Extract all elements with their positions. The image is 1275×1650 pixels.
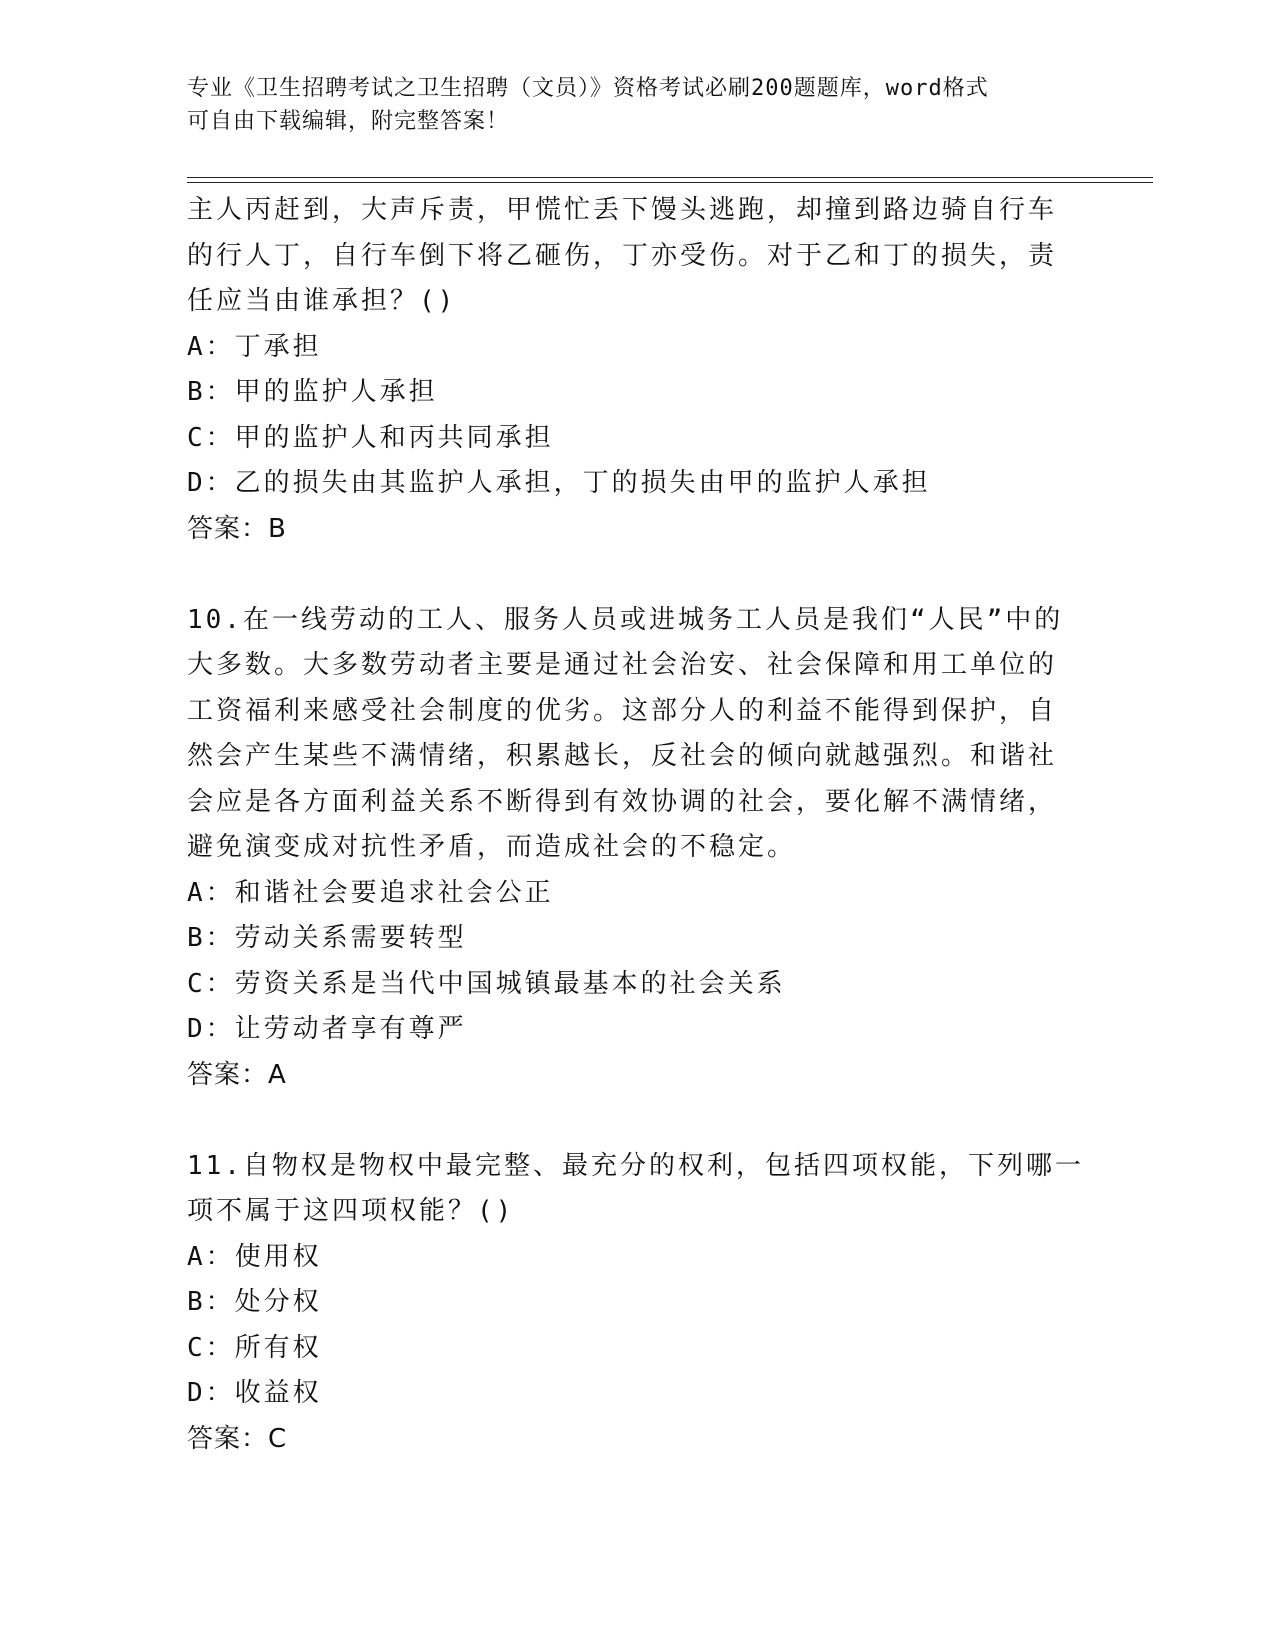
- option-c: C：甲的监护人和丙共同承担: [187, 422, 554, 453]
- question-text-line: 任应当由谁承担？(): [187, 286, 457, 316]
- option-d: D：收益权: [187, 1378, 322, 1408]
- question-text-line: 大多数。大多数劳动者主要是通过社会治安、社会保障和用工单位的: [187, 650, 1058, 680]
- option-b: B：处分权: [187, 1287, 322, 1317]
- question-text-line: 避免演变成对抗性矛盾，而造成社会的不稳定。: [187, 832, 797, 862]
- question-prev: [187, 188, 1067, 552]
- option-c: C：劳资关系是当代中国城镇最基本的社会关系: [187, 968, 786, 999]
- question-text-line: 然会产生某些不满情绪，积累越长，反社会的倾向就越强烈。和谐社: [187, 741, 1058, 771]
- option-d: D：乙的损失由其监护人承担，丁的损失由甲的监护人承担: [187, 468, 931, 498]
- header-line-1: 专业《卫生招聘考试之卫生招聘（文员）》资格考试必刷200题题库，word格式: [187, 76, 989, 101]
- header-line-2: 可自由下载编辑，附完整答案！: [187, 109, 510, 134]
- option-a: A：丁承担: [187, 331, 322, 362]
- question-text-line: 10.在一线劳动的工人、服务人员或进城务工人员是我们“人民”中的: [187, 604, 1064, 635]
- question-text-line: 的行人丁，自行车倒下将乙砸伤，丁亦受伤。对于乙和丁的损失，责: [187, 240, 1058, 271]
- answer-label: 答案：B: [187, 513, 287, 544]
- option-a: A：使用权: [187, 1241, 322, 1272]
- question-text-line: 主人丙赶到，大声斥责，甲慌忙丢下馒头逃跑，却撞到路边骑自行车: [187, 195, 1058, 225]
- question-text-line: 工资福利来感受社会制度的优劣。这部分人的利益不能得到保护，自: [187, 695, 1058, 726]
- option-a: A：和谐社会要追求社会公正: [187, 877, 554, 908]
- option-b: B：劳动关系需要转型: [187, 923, 467, 953]
- page-header: [187, 72, 1087, 138]
- spacer: [187, 552, 1067, 598]
- spacer: [187, 1098, 1067, 1144]
- answer-label: 答案：C: [187, 1423, 288, 1454]
- header-rule-bottom: [187, 182, 1153, 183]
- option-c: C：所有权: [187, 1332, 322, 1363]
- option-b: B：甲的监护人承担: [187, 377, 438, 407]
- question-text-line: 11.自物权是物权中最完整、最充分的权利，包括四项权能，下列哪一: [187, 1150, 1084, 1181]
- header-rule-top: [187, 177, 1153, 178]
- document-body: [187, 188, 1084, 1462]
- question-11: [187, 1144, 1084, 1463]
- answer-label: 答案：A: [187, 1059, 287, 1090]
- question-text-line: 项不属于这四项权能？(): [187, 1196, 515, 1226]
- question-10: [187, 598, 1067, 1099]
- question-text-line: 会应是各方面利益关系不断得到有效协调的社会，要化解不满情绪，: [187, 786, 1058, 817]
- option-d: D：让劳动者享有尊严: [187, 1014, 467, 1044]
